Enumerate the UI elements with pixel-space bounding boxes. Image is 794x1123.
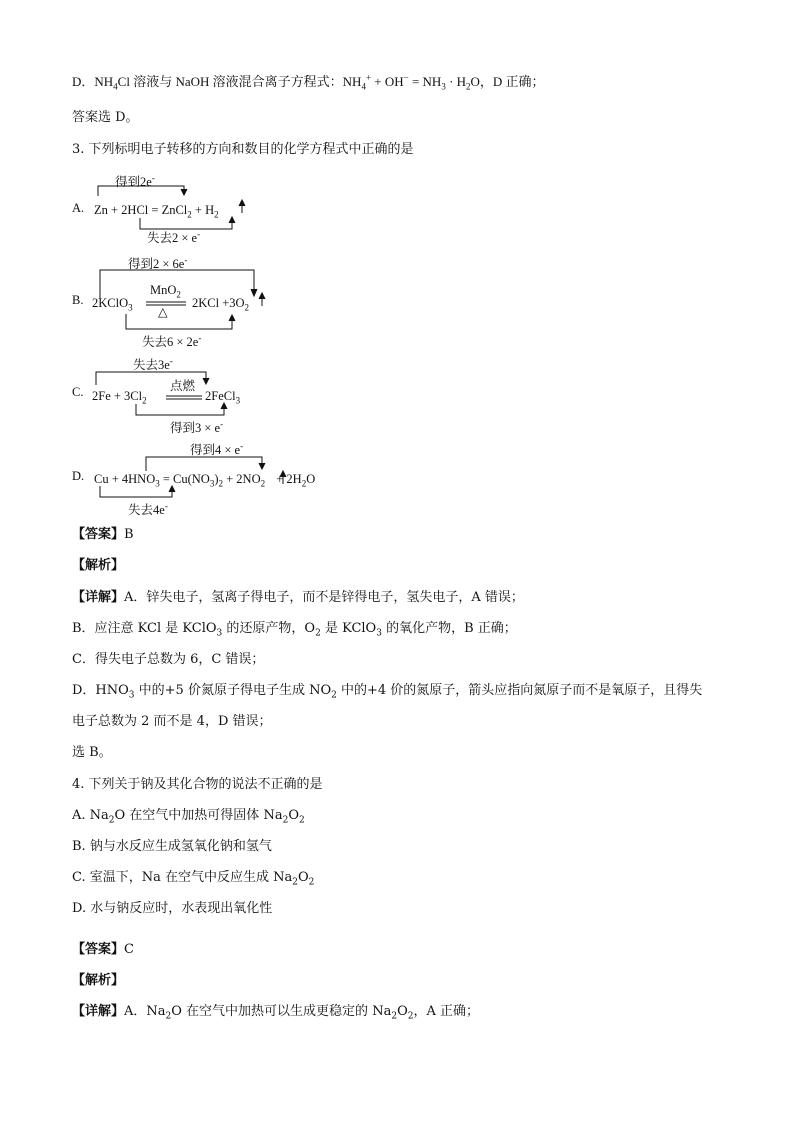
body-text: A. Na bbox=[72, 808, 109, 823]
option-a-bottom-label: 失去2 × e- bbox=[147, 228, 201, 245]
option-c-condition: 点燃 bbox=[170, 379, 196, 393]
formula-text: 2KCl +3O bbox=[192, 296, 245, 310]
body-text: O bbox=[298, 870, 309, 885]
subscript: 4 bbox=[361, 81, 366, 92]
q3-analysis-tag bbox=[72, 558, 124, 574]
subscript: 2 bbox=[308, 877, 315, 888]
subscript: 2 bbox=[244, 302, 250, 313]
q3-detail-d-cont: 电子总数为 2 而不是 4，D 错误； bbox=[72, 714, 272, 729]
formula-text: ) bbox=[214, 472, 219, 486]
subscript: 2 bbox=[466, 81, 471, 92]
subscript: 3 bbox=[128, 302, 133, 313]
superscript: - bbox=[184, 254, 188, 265]
formula-text: NH bbox=[342, 74, 362, 89]
superscript: - bbox=[164, 500, 168, 511]
body-text: O 在空气中加热可得固体 Na bbox=[114, 808, 283, 823]
formula-text: NH bbox=[94, 74, 114, 89]
subscript: 2 bbox=[315, 628, 321, 639]
formula-text: + H bbox=[191, 203, 215, 217]
body-text: 的氧化产物，B 正确； bbox=[381, 621, 517, 636]
option-b-catalyst bbox=[150, 283, 181, 298]
option-d-bottom-label: 失去4e- bbox=[128, 500, 168, 517]
subscript: 2 bbox=[407, 1011, 414, 1022]
question-4-title: 4. 下列关于钠及其化合物的说法不正确的是 bbox=[72, 777, 323, 792]
answer-value: B bbox=[124, 527, 134, 542]
body-text: ，A 正确； bbox=[413, 1004, 479, 1019]
subscript: 2 bbox=[142, 395, 147, 406]
q3-detail-b bbox=[72, 621, 517, 637]
option-a-top-label: 得到2e- bbox=[115, 172, 155, 189]
formula-text: 2FeCl bbox=[205, 389, 236, 403]
answer-tag: 【答案】 bbox=[72, 942, 125, 957]
option-d-top-label: 得到4 × e- bbox=[190, 440, 244, 457]
subscript: 2 bbox=[391, 1011, 398, 1022]
answer-value: C bbox=[124, 942, 134, 957]
subscript: 2 bbox=[108, 815, 115, 826]
option-b-heat: △ bbox=[158, 305, 168, 319]
option-c-product bbox=[205, 389, 240, 404]
subscript: 2 bbox=[298, 815, 305, 826]
body-text: O bbox=[288, 808, 299, 823]
subscript: 2 bbox=[218, 478, 223, 489]
body-text: D．HNO bbox=[72, 683, 129, 698]
subscript: 2 bbox=[282, 815, 289, 826]
body-text: ，D 正确； bbox=[479, 74, 545, 89]
q4-option-c bbox=[72, 870, 314, 886]
formula-text: O bbox=[306, 472, 316, 486]
formula-text: · H bbox=[445, 74, 467, 89]
q4-option-d: D. 水与钠反应时，水表现出氧化性 bbox=[72, 901, 273, 916]
subscript: 4 bbox=[113, 81, 118, 92]
option-d-equation bbox=[94, 472, 315, 487]
question-3-title: 3. 下列标明电子转移的方向和数目的化学方程式中正确的是 bbox=[72, 142, 414, 157]
option-c-bottom-bracket bbox=[136, 404, 224, 415]
option-c-bottom-label: 得到3 × e- bbox=[170, 418, 224, 435]
body-text: O bbox=[397, 1004, 408, 1019]
q4-answer bbox=[72, 942, 134, 958]
detail-tag: 【详解】 bbox=[72, 1004, 125, 1019]
subscript: 2 bbox=[176, 289, 181, 300]
option-c-top-label: 失去3e- bbox=[133, 355, 173, 372]
body-text: 溶液与 NaOH 溶液混合离子方程式： bbox=[129, 74, 343, 89]
subscript: 3 bbox=[155, 478, 160, 489]
option-a-label: A. bbox=[72, 201, 85, 215]
subscript: 2 bbox=[292, 877, 298, 888]
body-text: O 在空气中加热可以生成更稳定的 Na bbox=[171, 1004, 392, 1019]
option-d-label: D. bbox=[72, 469, 85, 483]
body-text: C. 室温下，Na 在空气中反应生成 Na bbox=[72, 870, 293, 885]
superscript: - bbox=[240, 440, 244, 451]
formula-text: 2Fe + 3Cl bbox=[92, 389, 143, 403]
analysis-tag: 【解析】 bbox=[72, 973, 125, 988]
subscript: 3 bbox=[128, 690, 135, 701]
formula-text: + 2H bbox=[273, 472, 302, 486]
q4-analysis-tag bbox=[72, 973, 124, 989]
formula-text: = Cu(NO bbox=[159, 472, 210, 486]
option-c-reactant bbox=[92, 389, 147, 404]
body-text: A．Na bbox=[124, 1004, 166, 1019]
option-label: D． bbox=[72, 74, 95, 89]
formula-text: Cl bbox=[117, 74, 130, 89]
subscript: 3 bbox=[216, 628, 223, 639]
body-text: 的还原产物，O bbox=[222, 621, 316, 636]
formula-text: + OH bbox=[371, 74, 404, 89]
superscript: - bbox=[198, 332, 202, 343]
q3-detail-c: C．得失电子总数为 6，C 错误； bbox=[72, 652, 265, 667]
q4-option-b: B. 钠与水反应生成氢氧化钠和氢气 bbox=[72, 839, 272, 854]
option-d-top-bracket bbox=[146, 457, 262, 471]
formula-text: 2KClO bbox=[92, 296, 129, 310]
body-text: 中的+5 价氮原子得电子生成 NO bbox=[134, 683, 332, 698]
formula-text: O bbox=[470, 74, 480, 89]
subscript: 2 bbox=[331, 690, 337, 701]
subscript: 2 bbox=[187, 209, 192, 220]
body-text: A．锌失电子，氢离子得电子，而不是锌得电子，氢失电子，A 错误； bbox=[124, 590, 524, 605]
superscript: - bbox=[151, 172, 155, 183]
subscript: 2 bbox=[214, 209, 219, 220]
prev-answer: 答案选 D。 bbox=[72, 110, 139, 125]
superscript: - bbox=[197, 228, 201, 239]
subscript: 2 bbox=[260, 478, 266, 489]
subscript: 2 bbox=[301, 478, 307, 489]
option-c-label: C. bbox=[72, 385, 84, 399]
body-text: 中的+4 价的氮原子，箭头应指向氮原子而不是氧原子，且得失 bbox=[336, 683, 703, 698]
q3-choose: 选 B。 bbox=[72, 745, 112, 760]
option-b-label: B. bbox=[72, 293, 84, 307]
q3-answer bbox=[72, 527, 134, 543]
formula-text: + 2NO bbox=[223, 472, 261, 486]
option-b-bottom-label: 失去6 × 2e- bbox=[142, 332, 202, 349]
subscript: 3 bbox=[235, 395, 241, 406]
formula-text: MnO bbox=[150, 283, 177, 297]
q4-option-a bbox=[72, 808, 305, 824]
option-b-bottom-bracket bbox=[126, 314, 232, 329]
superscript: + bbox=[365, 72, 372, 83]
q3-detail-d bbox=[72, 683, 702, 699]
detail-tag: 【详解】 bbox=[72, 590, 125, 605]
q3-detail-a bbox=[72, 590, 524, 606]
superscript: − bbox=[403, 72, 409, 83]
subscript: 3 bbox=[209, 478, 215, 489]
analysis-tag: 【解析】 bbox=[72, 558, 125, 573]
superscript: - bbox=[220, 418, 224, 429]
formula-text: Zn + 2HCl = ZnCl bbox=[94, 203, 188, 217]
option-b-reactant bbox=[92, 296, 133, 311]
subscript: 2 bbox=[165, 1011, 172, 1022]
body-text: B．应注意 KCl 是 KClO bbox=[72, 621, 217, 636]
formula-text: Cu + 4HNO bbox=[94, 472, 156, 486]
body-text: 是 KClO bbox=[320, 621, 377, 636]
subscript: 3 bbox=[376, 628, 382, 639]
formula-text: = NH bbox=[408, 74, 442, 89]
option-b-top-label: 得到2 × 6e- bbox=[128, 254, 188, 271]
option-d-bottom-bracket bbox=[100, 486, 172, 497]
answer-tag: 【答案】 bbox=[72, 527, 125, 542]
q4-detail-a bbox=[72, 1004, 479, 1020]
subscript: 3 bbox=[441, 81, 446, 92]
superscript: - bbox=[169, 355, 173, 366]
option-b-product bbox=[192, 296, 249, 311]
option-a-equation bbox=[94, 203, 219, 218]
